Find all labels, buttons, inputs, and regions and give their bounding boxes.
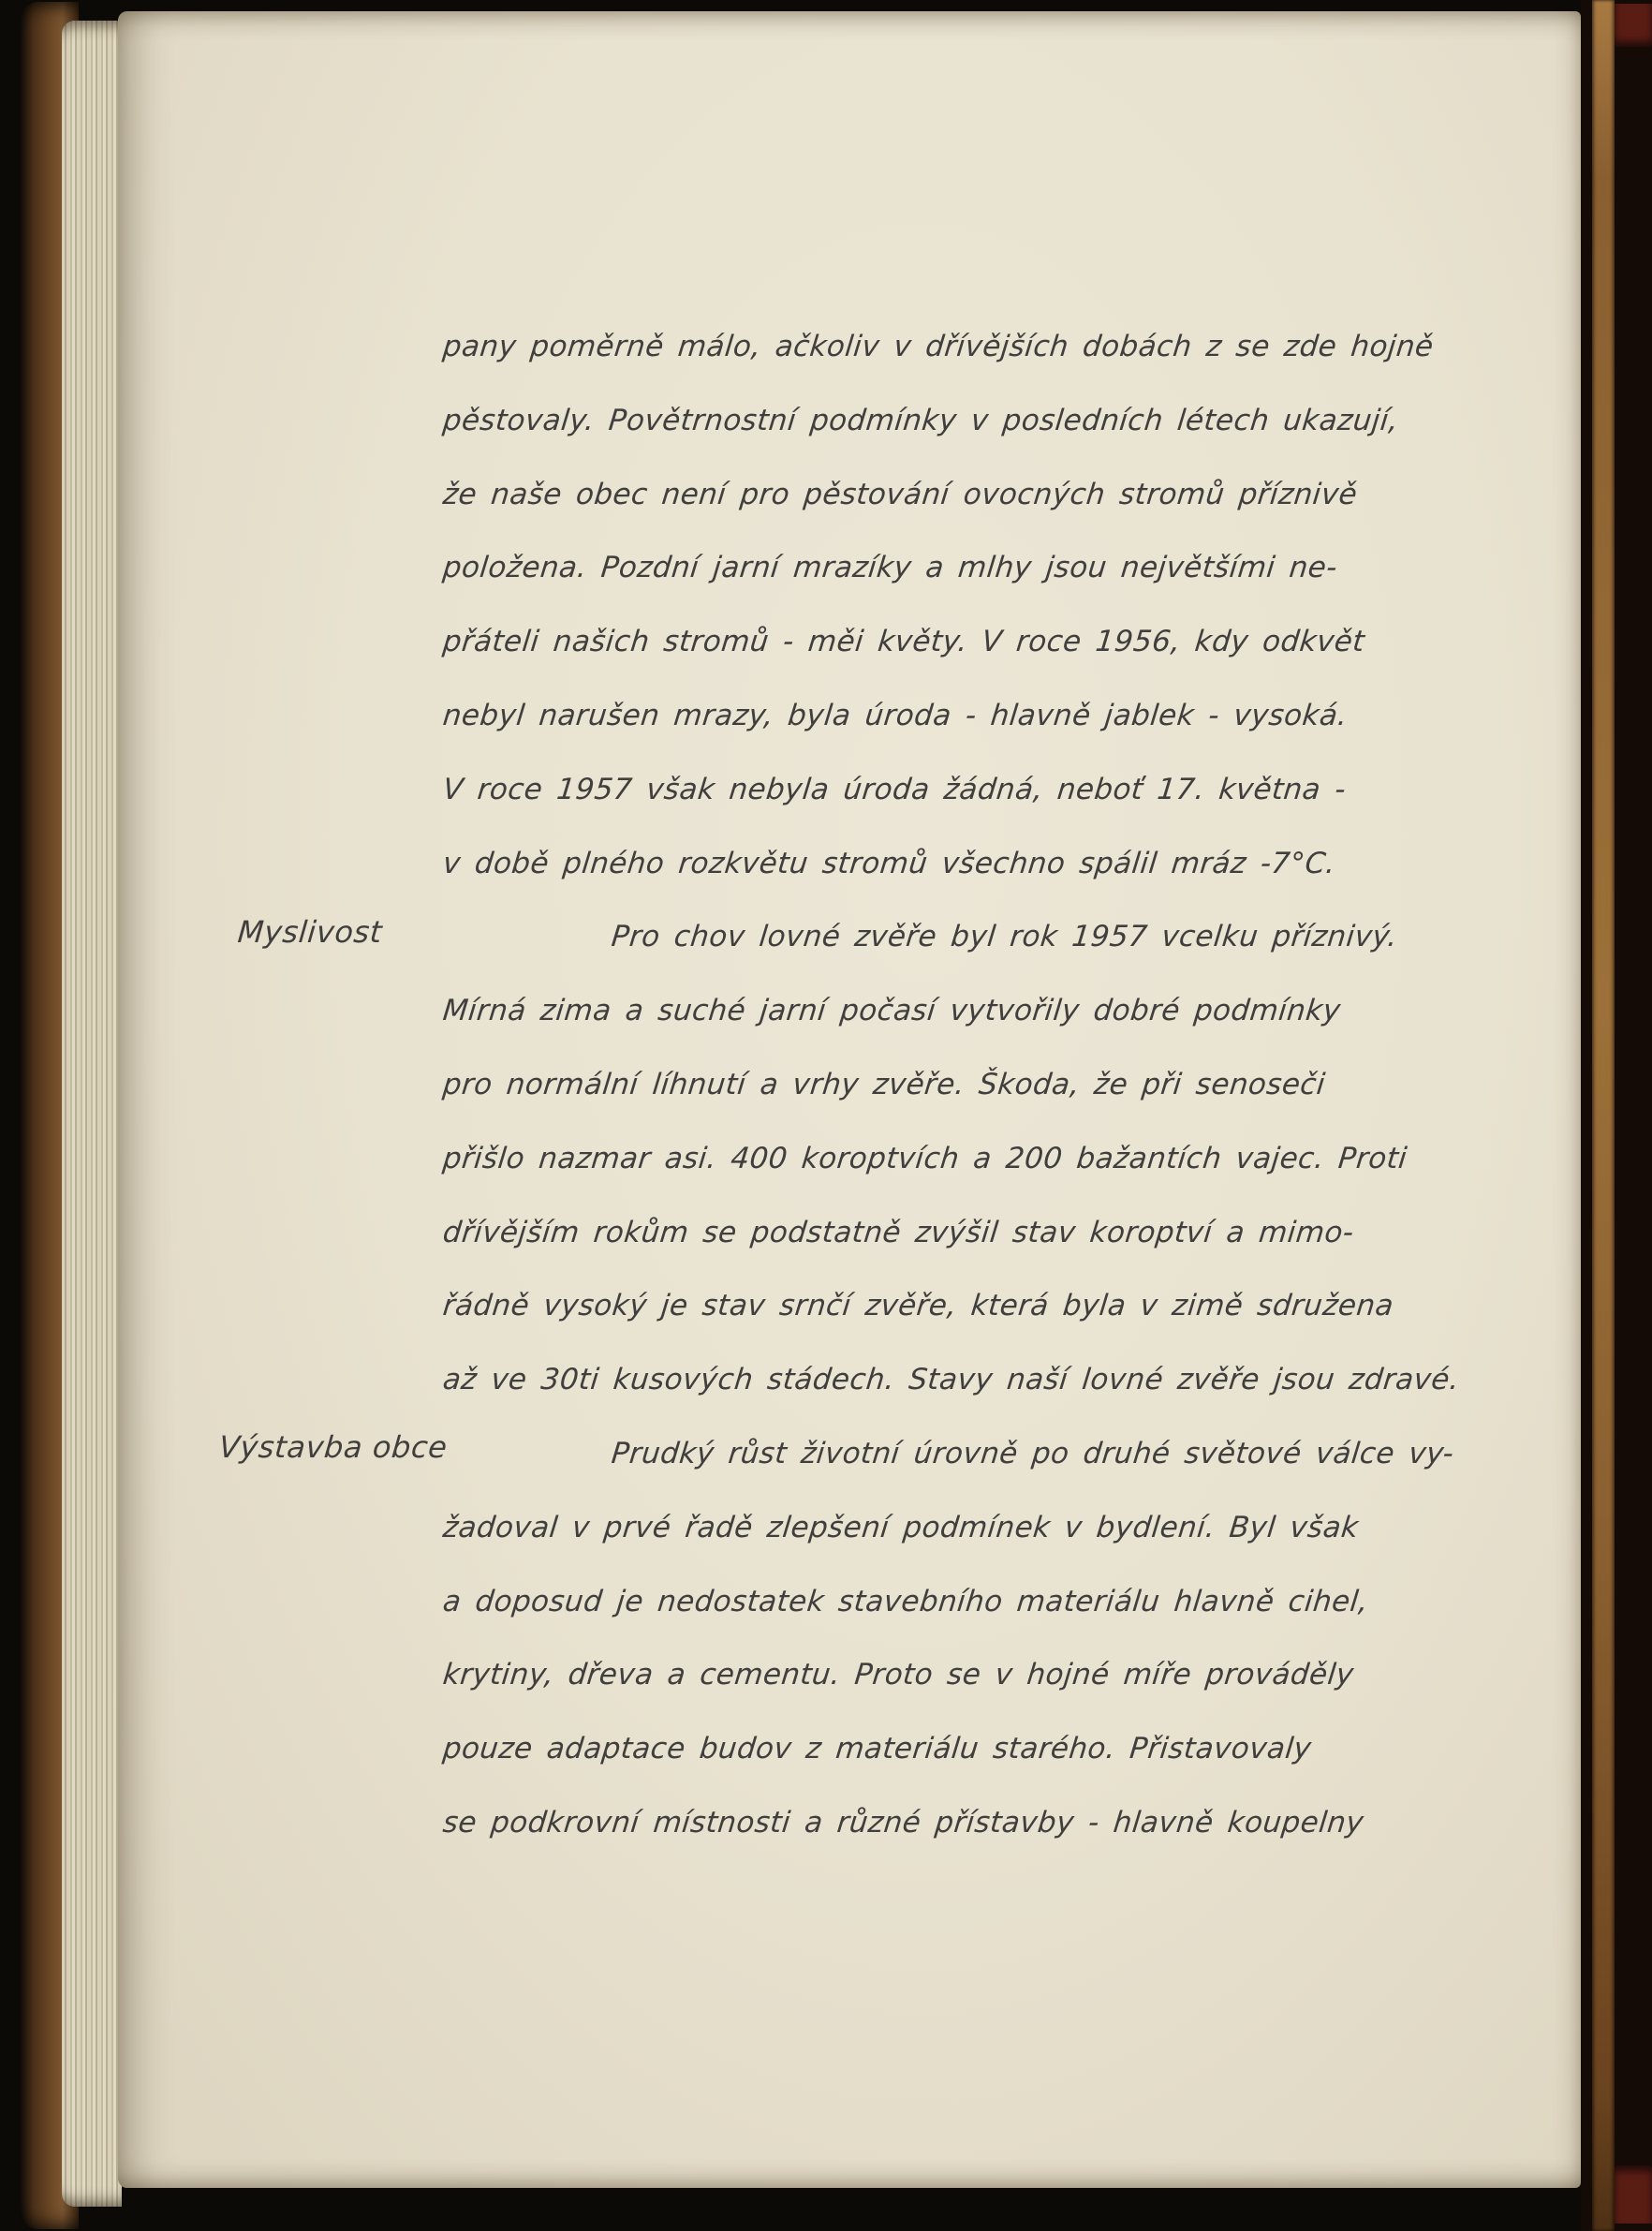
text-line: řádně vysoký je stav srnčí zvěře, která byla v zimě sdružena	[441, 1289, 1395, 1323]
text-line: nebyl narušen mrazy, byla úroda - hlavně jablek - vysoká.	[441, 698, 1350, 732]
text-line: položena. Pozdní jarní mrazíky a mlhy jsou největšími ne-	[441, 551, 1339, 585]
text-line: V roce 1957 však nebyla úroda žádná, neboť 17. května -	[441, 772, 1348, 806]
text-line-paragraph-start: Prudký růst životní úrovně po druhé světové válce vy-	[610, 1436, 1456, 1470]
text-line-paragraph-start: Pro chov lovné zvěře byl rok 1957 vcelku příznivý.	[610, 920, 1399, 954]
margin-heading-myslivost: Myslivost	[236, 914, 384, 950]
text-line: že naše obec není pro pěstování ovocných stromů příznivě	[441, 477, 1359, 511]
headband-top	[1615, 4, 1652, 47]
text-line: pany poměrně málo, ačkoliv v dřívějších dobách z se zde hojně	[441, 330, 1436, 363]
handwritten-text-block	[443, 310, 1548, 1860]
text-line: pěstovaly. Povětrnostní podmínky v posledních létech ukazují,	[441, 403, 1401, 437]
text-line: dřívějším rokům se podstatně zvýšil stav koroptví a mimo-	[441, 1215, 1356, 1249]
page-stack-edges	[62, 21, 122, 2207]
text-line: přišlo nazmar asi. 400 koroptvích a 200 bažantích vajec. Proti	[441, 1141, 1409, 1175]
margin-heading-vystavba-obce: Výstavba obce	[217, 1429, 450, 1465]
text-line: se podkrovní místnosti a různé přístavby - hlavně koupelny	[441, 1805, 1365, 1839]
text-line: pro normální líhnutí a vrhy zvěře. Škoda, že při senoseči	[441, 1067, 1327, 1101]
text-line: až ve 30ti kusových stádech. Stavy naší lovné zvěře jsou zdravé.	[441, 1363, 1462, 1397]
text-line: žadoval v prvé řadě zlepšení podmínek v bydlení. Byl však	[441, 1510, 1361, 1544]
text-line: Mírná zima a suché jarní počasí vytvořily dobré podmínky	[441, 994, 1343, 1028]
book-cover-right-edge	[1581, 0, 1652, 2231]
headband-bottom	[1615, 2165, 1652, 2224]
chronicle-page	[118, 11, 1581, 2188]
text-line: krytiny, dřeva a cementu. Proto se v hojné míře prováděly	[441, 1658, 1356, 1692]
text-line: v době plného rozkvětu stromů všechno spálil mráz -7°C.	[441, 846, 1337, 880]
spine-tan-strip	[1592, 0, 1615, 2231]
text-line: pouze adaptace budov z materiálu starého. Přistavovaly	[441, 1732, 1314, 1766]
text-line: a doposud je nedostatek stavebního materiálu hlavně cihel,	[441, 1584, 1370, 1618]
text-line: přáteli našich stromů - měi květy. V roce 1956, kdy odkvět	[441, 625, 1366, 659]
